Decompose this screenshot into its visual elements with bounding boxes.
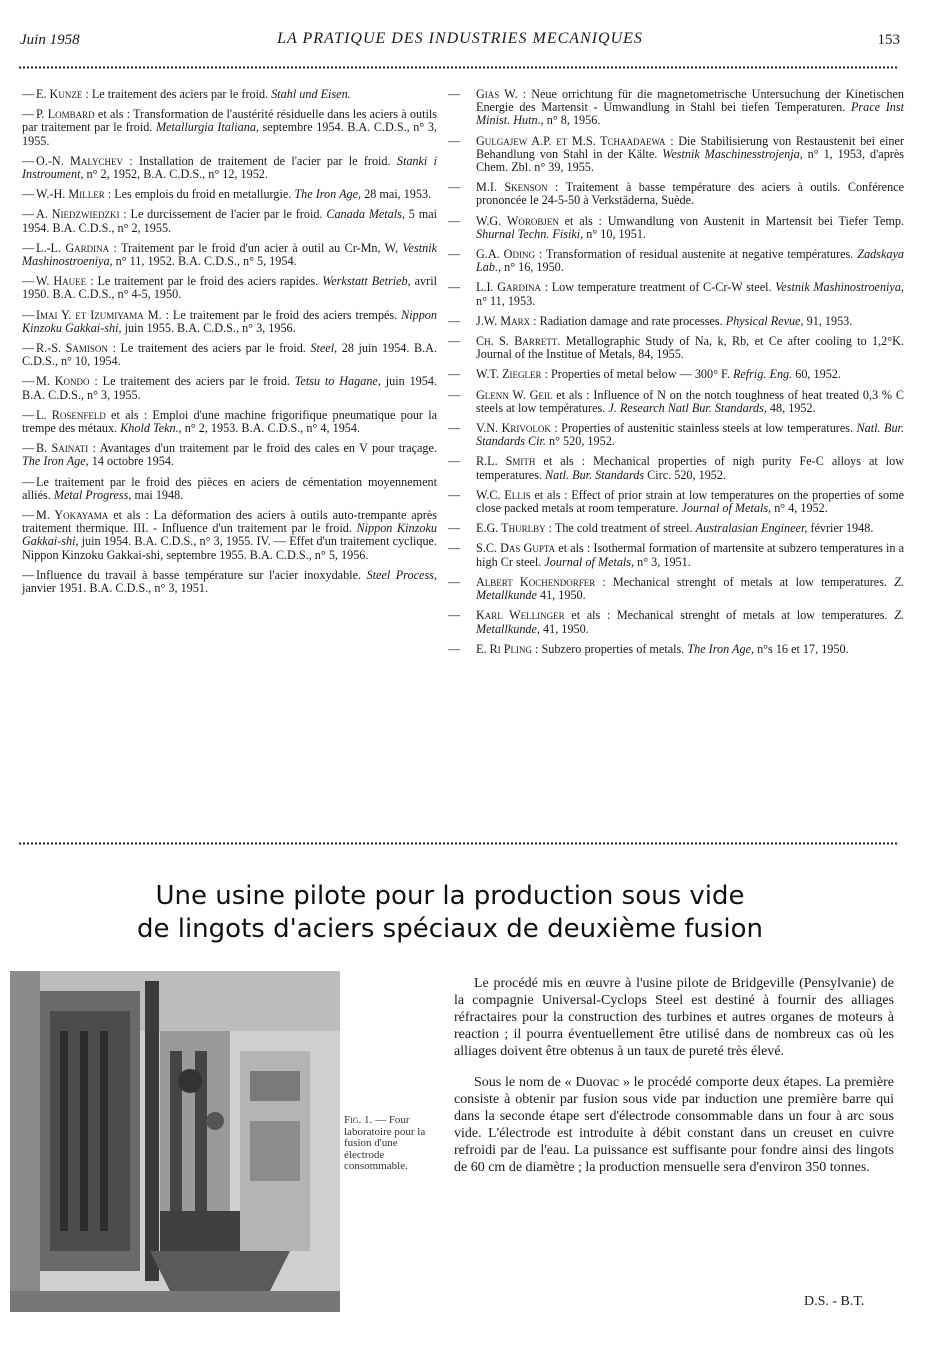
reference-text: : Le traitement des aciers par le froid.	[89, 374, 295, 389]
reference-text: : Low temperature treatment of C-Cr-W steel.	[541, 280, 776, 295]
reference-entry	[448, 180, 904, 208]
reference-journal: Journal of Metals,	[544, 554, 635, 569]
reference-entry	[448, 521, 904, 536]
reference-journal: Nippon Kinzoku Gakkai-shi,	[22, 521, 437, 549]
reference-entry	[448, 454, 904, 482]
reference-dash: —	[448, 367, 461, 382]
reference-author: L. Rosenfeld	[36, 407, 106, 422]
reference-dash: —	[448, 521, 461, 536]
header-dotted-rule	[18, 66, 898, 69]
reference-entry	[22, 188, 437, 201]
reference-author: S.C. Das Gupta	[476, 541, 556, 556]
reference-journal: The Iron Age,	[687, 641, 755, 656]
reference-dash: —	[448, 180, 461, 195]
reference-details: juin 1954. B.A. C.D.S., n° 3, 1955. IV. — Effet d'un traitement cyclique. Nippon Kinzoku Gakkai-shi, septembre 1955. B.A. C.D.S., n° 5, 1956.	[22, 534, 437, 562]
reference-journal: Nippon Kinzoku Gakkai-shi,	[22, 307, 437, 335]
reference-journal: Prace Inst Minist. Hutn.,	[476, 100, 904, 128]
reference-journal: Stanki i Instroument,	[22, 153, 437, 182]
reference-dash: —	[22, 508, 35, 523]
reference-entry	[448, 608, 905, 636]
article-title	[60, 880, 840, 946]
reference-journal: Natl. Bur. Standards Cir.	[476, 421, 904, 449]
reference-journal: Z. Metallkunde,	[476, 608, 905, 636]
reference-details: n° 11, 1953.	[476, 293, 536, 308]
reference-author: E. Kunze	[36, 87, 83, 101]
reference-text: : Le traitement par le froid des aciers rapides.	[86, 274, 323, 289]
reference-entry	[448, 334, 904, 362]
reference-journal: Westnik Maschinesstrojenja,	[662, 146, 803, 161]
reference-author: W.C. Ellis	[476, 487, 531, 502]
reference-author: M.I. Skenson	[476, 180, 548, 195]
reference-entry	[448, 641, 904, 656]
reference-dash: —	[22, 307, 35, 322]
reference-author: Imai Y. et Izumiyama M.	[36, 307, 162, 322]
references-right-column	[448, 87, 905, 663]
reference-author: E. Ri Pling	[476, 641, 532, 656]
reference-author: O.-N. Malychev	[36, 153, 123, 168]
reference-text: et als : La déformation des aciers à outils auto-trempante après traitement thermique. III. - Influence d'un traitement par le froid.	[22, 508, 437, 536]
reference-details: n° 2, 1952, B.A. C.D.S., n° 12, 1952.	[83, 167, 268, 182]
reference-dash: —	[448, 541, 461, 556]
reference-dash: —	[22, 341, 35, 356]
reference-dash: —	[448, 247, 461, 262]
figure-caption-text: — Four laboratoire pour la fusion d'une électrode consommable.	[344, 1114, 426, 1172]
reference-dash: —	[22, 187, 35, 202]
reference-author: Gulgajew A.P. et M.S. Tchaadaewa	[476, 133, 666, 148]
furnace-photo-illustration	[10, 971, 340, 1312]
reference-details: juin 1955. B.A. C.D.S., n° 3, 1956.	[121, 320, 296, 335]
reference-text: et als : Influence of N on the notch toughness of heat treated 0,3 % C steels at low températures.	[476, 387, 904, 415]
reference-dash: —	[22, 374, 35, 389]
reference-dash: —	[448, 641, 461, 656]
reference-entry	[22, 375, 437, 401]
reference-journal: Physical Revue,	[725, 313, 804, 328]
reference-journal: Natl. Bur. Standards	[545, 467, 645, 482]
reference-entry	[22, 476, 437, 502]
article-title-line-1: Une usine pilote pour la production sous vide	[155, 881, 745, 911]
reference-details: n° 10, 1951.	[583, 226, 646, 241]
reference-text: et als : Effect of prior strain at low temperatures on the properties of some close packed metals at room temperature.	[476, 487, 904, 516]
reference-text: : Neue orrichtung für die magnetometrische Untersuchung der Kinetischen Energie des Martensit - Umwandlung in Stahl bei tiefen Temperaturen.	[476, 87, 905, 115]
reference-details: 14 octobre 1954.	[88, 454, 174, 469]
reference-details: 5 mai 1954. B.A. C.D.S., n° 2, 1955.	[22, 207, 437, 235]
reference-entry	[448, 87, 905, 128]
reference-journal: Steel,	[310, 341, 338, 356]
reference-journal: Steel Process,	[366, 567, 437, 582]
reference-author: M. Kondo	[36, 374, 90, 389]
reference-details: juin 1954. B.A. C.D.S., n° 3, 1955.	[22, 374, 438, 402]
reference-entry	[22, 155, 437, 181]
reference-journal: The Iron Age,	[294, 187, 362, 202]
page-number: 153	[877, 32, 900, 48]
reference-details: n° 2, 1953. B.A. C.D.S., n° 4, 1954.	[181, 421, 361, 436]
reference-details: 28 juin 1954. B.A. C.D.S., n° 10, 1954.	[22, 341, 438, 369]
reference-entry	[22, 242, 437, 268]
reference-dash: —	[22, 441, 35, 456]
reference-details: avril 1950. B.A. C.D.S., n° 4-5, 1950.	[22, 274, 437, 302]
reference-journal: Stahl und Eisen.	[271, 87, 351, 101]
reference-dash: —	[448, 608, 461, 623]
reference-journal: Journal of Metals,	[681, 501, 772, 516]
reference-details: 60, 1952.	[792, 367, 841, 382]
reference-journal: Metallurgia Italiana,	[155, 120, 259, 135]
reference-details: Circ. 520, 1952.	[644, 467, 727, 482]
reference-journal: Vestnik Mashinostroeniya,	[775, 280, 904, 295]
reference-dash: —	[448, 421, 461, 436]
article-paragraph-2: Sous le nom de « Duovac » le procédé comporte deux étapes. La première consiste à obtenir par fusion sous vide par induction une première barre qui dans la seconde étape sert d'électrode consommable dans un four à arc sous vide. L'électrode est introduite à débit constant dans un creuset en cuivre refroidi par de l'eau. La puissance est suffisante pour fondre ainsi des lingots de 60 cm de diamètre ; la production mensuelle sera d'environ 350 tonnes.	[454, 1075, 894, 1175]
reference-text: : Transformation of residual austenite at negative températures.	[534, 247, 858, 262]
reference-author: W.G. Worobjen	[476, 213, 559, 228]
reference-details: 91, 1953.	[803, 313, 853, 328]
reference-details: n°s 16 et 17, 1950.	[754, 641, 849, 656]
reference-details: septembre 1954. B.A. C.D.S., n° 3, 1955.	[22, 120, 437, 148]
reference-text: et als : Emploi d'une machine frigorifique pneumatique pour la trempe des métaux.	[22, 407, 437, 436]
reference-text: : Le durcissement de l'acier par le froid.	[119, 207, 327, 222]
reference-entry	[448, 387, 904, 415]
reference-details: n° 16, 1950.	[501, 260, 564, 275]
article-signature: D.S. - B.T.	[804, 1294, 865, 1309]
reference-dash: —	[448, 454, 461, 469]
figure-caption	[344, 1115, 428, 1173]
reference-details: mai 1948.	[131, 487, 184, 502]
reference-text: et als : Isothermal formation of martensite at subzero temperatures in a high Cr steel.	[476, 541, 905, 569]
reference-details: 41, 1950.	[536, 588, 586, 603]
reference-dash: —	[448, 334, 461, 349]
reference-entry	[22, 108, 437, 148]
reference-text: : The cold treatment of streel.	[545, 521, 696, 536]
reference-entry	[22, 309, 437, 335]
issue-date: Juin 1958	[20, 32, 80, 48]
reference-author: W. Hauee	[36, 274, 87, 289]
reference-dash: —	[448, 574, 461, 589]
reference-details: 41, 1950.	[539, 621, 589, 636]
references-left-column	[22, 88, 437, 602]
reference-text: : Le traitement des aciers par le froid.	[82, 87, 272, 101]
reference-journal: Canada Metals,	[326, 207, 405, 222]
reference-text: : Traitement par le froid d'un acier à outil au Cr-Mn, W,	[109, 240, 403, 255]
section-dotted-rule	[18, 842, 898, 845]
reference-entry	[22, 208, 437, 234]
reference-dash: —	[22, 567, 35, 582]
reference-text: et als : Transformation de l'austérité résiduelle dans les aciers à outils par traitement par le froid.	[22, 107, 437, 135]
reference-entry	[22, 509, 437, 562]
reference-journal: Australasian Engineer,	[695, 521, 808, 536]
reference-entry	[448, 487, 904, 516]
reference-author: L.-L. Gardina	[36, 240, 110, 255]
page-header	[20, 30, 900, 54]
reference-author: R.-S. Samison	[36, 341, 108, 356]
reference-details: 28 mai, 1953.	[361, 187, 432, 202]
reference-details: n° 1, 1953, d'après Chem. Zbl. n° 39, 1955.	[476, 146, 904, 175]
reference-author: V.N. Krivolok	[476, 421, 551, 436]
journal-title: LA PRATIQUE DES INDUSTRIES MECANIQUES	[277, 30, 643, 47]
reference-text: Le traitement par le froid des pièces en aciers de cémentation moyennement alliés.	[22, 474, 437, 502]
reference-details: n° 520, 1952.	[545, 434, 615, 449]
reference-dash: —	[22, 153, 35, 168]
reference-author: M. Yokayama	[36, 508, 109, 523]
reference-text: et als : Mechanical properties of nigh purity Fe-C alloys at low temperatures.	[476, 454, 904, 482]
reference-author: W.T. Ziegler	[476, 367, 542, 382]
reference-author: Albert Kochendorfer	[476, 574, 596, 589]
reference-journal: Khold Tekn.,	[120, 421, 182, 436]
reference-journal: J. Research Natl Bur. Standards,	[608, 400, 767, 415]
reference-author: A. Niedzwiedzki	[36, 207, 120, 222]
reference-dash: —	[22, 240, 35, 255]
reference-dash: —	[448, 313, 461, 328]
reference-entry	[22, 409, 437, 435]
reference-dash: —	[448, 213, 461, 228]
reference-dash: —	[22, 474, 35, 489]
article-title-line-2: de lingots d'aciers spéciaux de deuxième fusion	[136, 914, 764, 944]
reference-entry	[448, 133, 904, 175]
reference-text: : Properties of austenitic stainless steels at low temperatures.	[550, 421, 857, 436]
article-body	[454, 975, 894, 1190]
reference-details: janvier 1951. B.A. C.D.S., n° 3, 1951.	[22, 581, 208, 596]
furnace-photo	[10, 971, 340, 1312]
reference-entry	[448, 313, 904, 328]
reference-entry	[22, 88, 437, 101]
reference-dash: —	[22, 107, 35, 122]
reference-entry	[448, 421, 904, 449]
reference-author: B. Sainati	[36, 441, 89, 456]
reference-journal: Vestnik Mashinostroeniya,	[22, 240, 437, 269]
reference-entry	[448, 541, 905, 569]
reference-journal: Refrig. Eng.	[732, 367, 793, 382]
reference-entry	[448, 213, 904, 241]
reference-dash: —	[22, 87, 35, 101]
reference-text: : Installation de traitement de l'acier par le froid.	[122, 153, 397, 168]
figure-label: Fig. 1.	[344, 1114, 373, 1126]
reference-dash: —	[22, 274, 35, 289]
reference-text: : Radiation damage and rate processes.	[530, 313, 726, 328]
reference-author: Glenn W. Geil	[476, 387, 553, 402]
reference-text: : Mechanical strenght of metals at low temperatures.	[595, 574, 895, 589]
reference-dash: —	[448, 87, 461, 101]
reference-journal: Metal Progress,	[53, 487, 132, 502]
reference-details: n° 8, 1956.	[543, 113, 601, 128]
reference-text: : Les emplois du froid en metallurgie.	[104, 187, 295, 202]
reference-journal: Tetsu to Hagane,	[294, 374, 381, 389]
reference-entry	[22, 342, 437, 368]
reference-text: : Le traitement des aciers par le froid.	[107, 341, 311, 356]
reference-dash: —	[448, 133, 461, 148]
reference-text: et als : Umwandlung von Austenit in Martensit bei Tiefer Temp.	[558, 213, 904, 228]
reference-author: W.-H. Miller	[36, 187, 105, 202]
reference-author: E.G. Thurlby	[476, 521, 546, 536]
reference-details: n° 3, 1951.	[634, 554, 691, 569]
reference-author: P. Lombard	[36, 107, 95, 122]
reference-author: Gias W.	[476, 87, 518, 101]
reference-dash: —	[448, 487, 461, 502]
reference-details: février 1948.	[807, 521, 874, 536]
reference-author: Ch. S. Barrett	[476, 334, 558, 349]
reference-author: Karl Wellinger	[476, 608, 565, 623]
reference-entry	[448, 574, 904, 603]
reference-journal: Shurnal Techn. Fisiki,	[476, 226, 584, 241]
reference-text: : Traitement à basse température des aciers à outils. Conférence prononcée le 24-5-50 à Verkstäderna, Suède.	[476, 180, 904, 208]
reference-author: R.L. Smith	[476, 454, 536, 469]
reference-text: : Properties of metal below — 300° F.	[541, 367, 733, 382]
reference-text: Influence du travail à basse température sur l'acier inoxydable.	[36, 567, 367, 582]
reference-entry	[22, 442, 437, 468]
reference-author: L.I. Gardina	[476, 280, 542, 295]
reference-entry	[22, 275, 437, 301]
reference-details: n° 4, 1952.	[771, 501, 828, 516]
reference-details: n° 11, 1952. B.A. C.D.S., n° 5, 1954.	[112, 254, 297, 269]
reference-details: 48, 1952.	[766, 400, 816, 415]
reference-dash: —	[448, 387, 461, 402]
reference-text: : Subzero properties of metals.	[531, 641, 688, 656]
reference-text: : Die Stabilisierung von Restaustenit bei einer Behandlung von Stahl in der Kälte.	[476, 133, 904, 161]
reference-dash: —	[22, 407, 35, 422]
reference-author: J.W. Marx	[476, 313, 531, 328]
reference-text: : Avantages d'un traitement par le froid des cales en V pour traçage.	[88, 441, 437, 456]
reference-author: G.A. Oding	[476, 247, 535, 262]
reference-dash: —	[448, 280, 461, 295]
reference-entry	[448, 247, 905, 275]
reference-journal: Werkstatt Betrieb,	[322, 274, 411, 289]
reference-text: . Metallographic Study of Na, k, Rb, et Ce after cooling to 1,2°K. Journal of the Institue of Metals, 84, 1955.	[476, 334, 904, 362]
reference-dash: —	[22, 207, 35, 222]
reference-entry	[22, 569, 437, 595]
reference-text: : Le traitement par le froid des aciers trempés.	[161, 307, 402, 322]
reference-entry	[448, 280, 904, 308]
reference-journal: Z. Metallkunde	[476, 574, 904, 603]
article-paragraph-1: Le procédé mis en œuvre à l'usine pilote de Bridgeville (Pensylvanie) de la compagnie Universal-Cyclops Steel est destiné à fournir des alliages réfractaires pour la construction des turbines et autres organes de moteurs à reaction ; il pourra éventuellement être utilisé dans de nombreux cas où les alliages doivent être obtenus à un taux de pureté très élevé.	[454, 976, 894, 1059]
reference-text: et als : Mechanical strenght of metals at low temperatures.	[564, 608, 895, 623]
reference-entry	[448, 367, 904, 382]
reference-journal: The Iron Age,	[22, 454, 89, 469]
reference-journal: Zadskaya Lab.,	[476, 247, 905, 275]
